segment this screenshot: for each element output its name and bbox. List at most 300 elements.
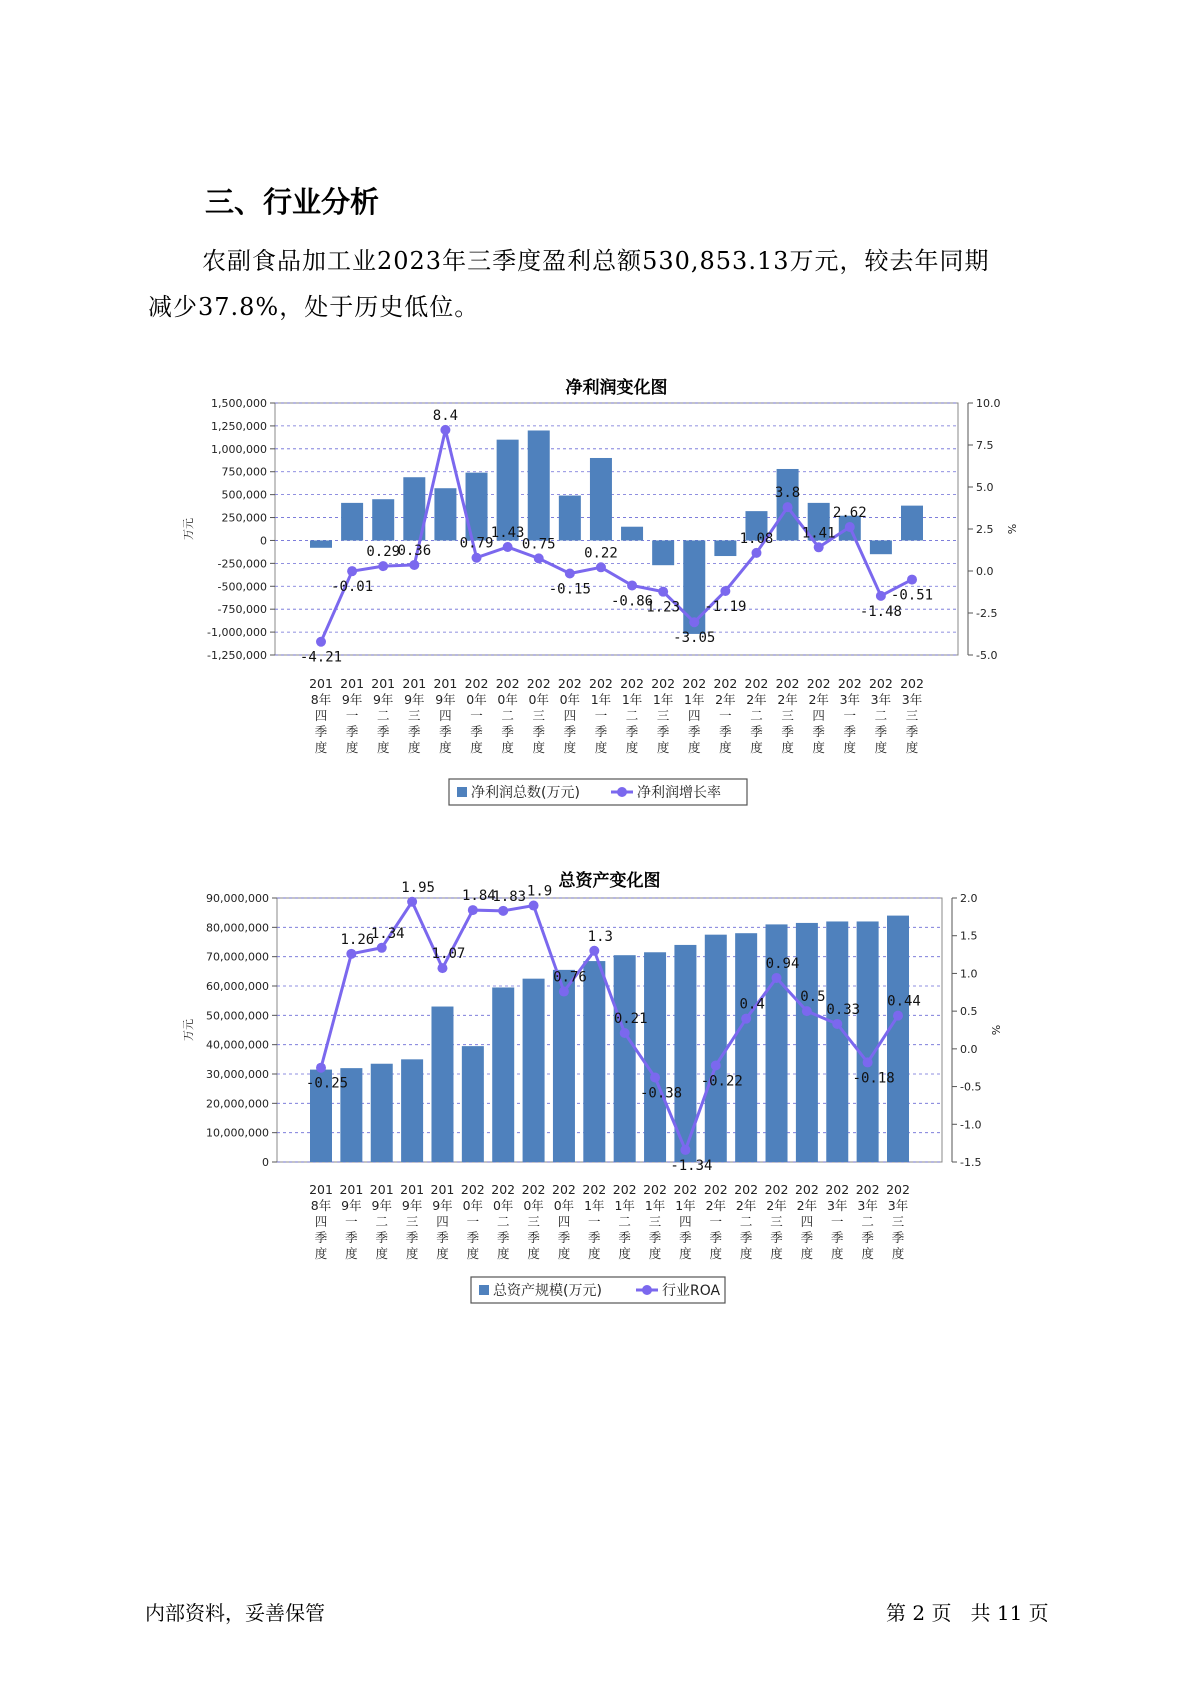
x-tick-label: 二 [861, 1214, 874, 1229]
x-tick-label: 202 [806, 676, 831, 691]
bar [431, 1007, 453, 1162]
x-tick-label: 2年 [705, 1198, 727, 1213]
x-tick-label: 1年 [590, 692, 612, 707]
bar [528, 430, 550, 540]
y-tick-label-left: 90,000,000 [206, 892, 269, 905]
x-tick-label: 202 [734, 1182, 759, 1197]
line-point [893, 1011, 903, 1021]
x-tick-label: 度 [648, 1246, 662, 1261]
x-tick-label: 二 [376, 708, 390, 723]
line-point [440, 425, 450, 435]
line-point [529, 901, 539, 911]
x-tick-label: 季 [376, 724, 390, 739]
x-tick-label: 0年 [497, 692, 518, 707]
x-tick-label: 二 [625, 708, 639, 723]
bar [372, 499, 394, 540]
bar [857, 921, 879, 1162]
line-point [498, 906, 508, 916]
x-tick-label: 202 [868, 676, 893, 691]
x-tick-label: 202 [703, 1182, 728, 1197]
chart-title: 净利润变化图 [565, 378, 668, 398]
line-point [907, 575, 917, 585]
x-tick-label: 9年 [371, 1198, 392, 1213]
x-tick-label: 202 [744, 676, 769, 691]
x-tick-label: 季 [688, 724, 701, 739]
x-tick-label: 202 [775, 676, 800, 691]
x-tick-label: 季 [314, 724, 328, 739]
x-tick-label: 一 [466, 1214, 480, 1229]
x-tick-label: 度 [891, 1246, 905, 1261]
bar [614, 955, 636, 1162]
data-label: 1.3 [587, 928, 613, 945]
y-tick-label-left: -500,000 [217, 580, 267, 594]
x-tick-label: 三 [891, 1214, 905, 1229]
legend-label-bar: 净利润总数(万元) [471, 785, 580, 801]
line-point [863, 1057, 873, 1067]
x-tick-label: 度 [812, 740, 825, 755]
x-tick-label: 度 [532, 740, 545, 755]
bar [590, 458, 612, 540]
x-tick-label: 0年 [528, 692, 549, 707]
x-tick-label: 202 [557, 676, 582, 691]
data-label: 1.95 [401, 879, 435, 896]
bar [401, 1059, 423, 1162]
x-tick-label: 3年 [857, 1198, 878, 1213]
x-tick-label: 季 [800, 1230, 814, 1245]
x-tick-label: 202 [495, 676, 520, 691]
bar [714, 540, 736, 556]
y-tick-label-right: 2.5 [976, 523, 994, 536]
line-point [845, 522, 855, 532]
x-tick-label: 201 [339, 1182, 364, 1197]
x-tick-label: 201 [371, 676, 396, 691]
bar [887, 916, 909, 1162]
data-label: 1.43 [490, 524, 525, 541]
x-tick-label: 8年 [310, 1198, 332, 1213]
y-tick-label-right: 7.5 [976, 439, 994, 452]
x-tick-label: 202 [837, 676, 862, 691]
x-tick-label: 1年 [584, 1198, 605, 1213]
data-label: 1.9 [526, 883, 553, 900]
x-tick-label: 季 [874, 724, 888, 739]
bar [644, 952, 666, 1162]
data-label: 1.26 [340, 931, 375, 948]
data-label: -1.48 [859, 603, 902, 620]
x-tick-label: 四 [439, 708, 452, 723]
bar [559, 496, 581, 541]
legend-line-marker [642, 1285, 652, 1295]
x-tick-label: 度 [496, 1246, 510, 1261]
x-tick-label: 9年 [432, 1198, 453, 1213]
x-tick-label: 季 [405, 1230, 419, 1245]
data-label: 2.62 [832, 504, 867, 521]
data-label: 0.29 [366, 544, 401, 561]
line-point [627, 580, 637, 590]
y-tick-label-right: 5.0 [976, 481, 994, 494]
bar [371, 1064, 393, 1162]
x-tick-label: 202 [900, 676, 924, 691]
footer-page-number: 第 2 页 共 11 页 [886, 1601, 1049, 1625]
data-label: -0.38 [639, 1085, 683, 1102]
line-point [720, 586, 730, 596]
x-tick-label: 度 [375, 1246, 388, 1261]
x-tick-label: 201 [402, 676, 427, 691]
data-label: -3.05 [673, 630, 716, 647]
line-point [589, 946, 599, 956]
x-tick-label: 3年 [901, 692, 923, 707]
data-label: 1.41 [801, 525, 836, 542]
x-tick-label: 度 [800, 1246, 814, 1261]
x-tick-label: 度 [376, 740, 390, 755]
x-tick-label: 度 [656, 740, 670, 755]
x-tick-label: 度 [314, 1246, 328, 1261]
x-tick-label: 202 [673, 1182, 698, 1197]
bar [621, 527, 643, 541]
x-tick-label: 度 [501, 740, 514, 755]
x-tick-label: 季 [557, 1230, 571, 1245]
x-tick-label: 度 [345, 740, 359, 755]
line-point [741, 1014, 751, 1024]
x-tick-label: 201 [433, 676, 458, 691]
x-tick-label: 202 [713, 676, 738, 691]
x-tick-label: 度 [843, 740, 857, 755]
line-point [711, 1060, 721, 1070]
x-tick-label: 季 [905, 724, 919, 739]
y-tick-label-right: 1.5 [960, 929, 978, 943]
x-tick-label: 度 [563, 740, 577, 755]
y-tick-label-left: -750,000 [217, 603, 267, 617]
y-tick-label-left: 20,000,000 [206, 1097, 269, 1111]
x-tick-label: 季 [439, 724, 452, 739]
line-point [316, 637, 326, 647]
line-point [559, 987, 569, 997]
x-tick-label: 季 [625, 724, 639, 739]
x-tick-label: 度 [861, 1246, 874, 1261]
x-tick-label: 季 [739, 1230, 753, 1245]
x-tick-label: 二 [618, 1214, 631, 1229]
y-tick-label-right: -2.5 [976, 607, 998, 620]
x-tick-label: 季 [812, 724, 825, 739]
y-tick-label-right: -5.0 [976, 649, 998, 662]
x-tick-label: 202 [582, 1182, 607, 1197]
x-tick-label: 9年 [404, 692, 425, 707]
y-tick-label-left: 40,000,000 [206, 1038, 269, 1052]
x-tick-label: 202 [620, 676, 644, 691]
line-point [876, 591, 886, 601]
x-tick-label: 度 [527, 1246, 540, 1261]
line-point [378, 561, 388, 571]
x-tick-label: 0年 [559, 692, 581, 707]
x-tick-label: 三 [405, 1214, 419, 1229]
x-tick-label: 度 [314, 740, 328, 755]
x-tick-label: 202 [682, 676, 707, 691]
data-label: -1.19 [704, 598, 747, 615]
x-tick-label: 季 [618, 1230, 631, 1245]
bar [341, 503, 363, 541]
x-tick-label: 0年 [466, 692, 487, 707]
line-point [437, 963, 447, 973]
x-tick-label: 度 [625, 740, 639, 755]
y-tick-label-right: 0.0 [976, 565, 994, 578]
data-label: 0.75 [521, 536, 556, 553]
bar [310, 540, 332, 547]
x-tick-label: 9年 [372, 692, 394, 707]
line-point [802, 1006, 812, 1016]
x-tick-label: 三 [648, 1214, 662, 1229]
data-label: -0.01 [331, 579, 374, 596]
line-point [503, 542, 513, 552]
y-tick-label-right: 1.0 [960, 967, 978, 981]
x-tick-label: 一 [588, 1214, 601, 1229]
y-axis-label-left: 万元 [182, 1019, 195, 1041]
line-point [658, 587, 668, 597]
x-tick-label: 季 [345, 724, 359, 739]
data-label: 1.84 [461, 888, 496, 905]
x-tick-label: 201 [400, 1182, 425, 1197]
line-point [347, 566, 357, 576]
x-tick-label: 2年 [766, 1198, 787, 1213]
y-axis-label-left: 万元 [182, 518, 195, 540]
bar [735, 933, 757, 1162]
x-tick-label: 四 [314, 1214, 328, 1229]
bar [652, 540, 674, 565]
x-tick-label: 度 [408, 740, 421, 755]
legend-label-line: 行业ROA [662, 1283, 721, 1299]
x-tick-label: 2年 [796, 1198, 818, 1213]
data-label: 1.34 [370, 925, 405, 942]
x-tick-label: 季 [781, 724, 794, 739]
line-point [814, 542, 824, 552]
x-tick-label: 三 [905, 708, 919, 723]
x-tick-label: 2年 [808, 692, 829, 707]
x-tick-label: 季 [719, 724, 732, 739]
y-tick-label-left: -1,000,000 [207, 626, 267, 640]
x-tick-label: 度 [594, 740, 608, 755]
x-tick-label: 0年 [492, 1198, 514, 1213]
line-point [472, 553, 482, 563]
data-label: -0.86 [610, 593, 654, 610]
data-label: -0.22 [700, 1073, 743, 1090]
x-tick-label: 度 [618, 1246, 631, 1261]
y-tick-label-left: 80,000,000 [206, 921, 269, 935]
y-tick-label-left: 1,500,000 [211, 397, 267, 410]
x-tick-label: 三 [770, 1214, 783, 1229]
line-point [680, 1145, 690, 1155]
x-tick-label: 8年 [310, 692, 332, 707]
x-tick-label: 季 [345, 1230, 358, 1245]
x-tick-label: 202 [764, 1182, 789, 1197]
y-tick-label-left: 250,000 [221, 511, 267, 525]
line-point [772, 973, 782, 983]
bar [434, 488, 456, 540]
x-tick-label: 四 [679, 1214, 692, 1229]
x-tick-label: 四 [812, 708, 825, 723]
x-tick-label: 201 [309, 676, 333, 691]
data-label: 1.83 [492, 888, 527, 905]
bar [901, 506, 923, 541]
x-tick-label: 度 [557, 1246, 571, 1261]
x-tick-label: 0年 [523, 1198, 544, 1213]
x-tick-label: 季 [648, 1230, 662, 1245]
x-tick-label: 度 [874, 740, 888, 755]
data-label: -0.15 [548, 581, 591, 598]
x-tick-label: 度 [709, 1246, 723, 1261]
x-tick-label: 1年 [614, 1198, 635, 1213]
x-tick-label: 二 [501, 708, 514, 723]
bar [462, 1046, 484, 1162]
legend-bar-swatch [479, 1285, 489, 1295]
x-tick-label: 202 [589, 676, 613, 691]
x-tick-label: 季 [314, 1230, 328, 1245]
y-tick-label-right: 10.0 [976, 397, 1001, 410]
x-tick-label: 1年 [644, 1198, 666, 1213]
x-tick-label: 202 [886, 1182, 910, 1197]
x-tick-label: 1年 [684, 692, 705, 707]
line-point [689, 617, 699, 627]
x-tick-label: 一 [470, 708, 483, 723]
line-point [596, 562, 606, 572]
y-tick-label-left: 750,000 [221, 465, 267, 479]
x-tick-label: 三 [532, 708, 545, 723]
line-point [409, 560, 419, 570]
x-tick-label: 1年 [675, 1198, 696, 1213]
x-tick-label: 三 [527, 1214, 540, 1229]
x-tick-label: 二 [496, 1214, 510, 1229]
x-tick-label: 9年 [341, 1198, 362, 1213]
x-tick-label: 202 [643, 1182, 667, 1197]
x-tick-label: 四 [563, 708, 577, 723]
y-tick-label-left: 50,000,000 [206, 1009, 269, 1023]
x-tick-label: 一 [843, 708, 857, 723]
line-point [407, 897, 417, 907]
x-tick-label: 202 [464, 676, 489, 691]
x-tick-label: 三 [781, 708, 794, 723]
y-tick-label-right: -0.5 [960, 1080, 982, 1094]
x-tick-label: 202 [612, 1182, 637, 1197]
x-tick-label: 季 [501, 724, 514, 739]
x-tick-label: 1年 [621, 692, 643, 707]
x-tick-label: 202 [521, 1182, 546, 1197]
x-tick-label: 季 [843, 724, 857, 739]
x-tick-label: 一 [709, 1214, 723, 1229]
bar [705, 935, 727, 1162]
legend-line-marker [617, 787, 627, 797]
x-tick-label: 202 [651, 676, 676, 691]
line-point [620, 1028, 630, 1038]
data-label: 0.94 [765, 955, 800, 972]
y-tick-label-left: 500,000 [221, 488, 267, 502]
x-tick-label: 一 [345, 1214, 358, 1229]
x-tick-label: 度 [436, 1246, 449, 1261]
y-tick-label-right: 0.5 [960, 1005, 978, 1019]
data-label: 3.8 [774, 485, 801, 502]
data-label: 0.4 [739, 996, 765, 1013]
x-tick-label: 季 [588, 1230, 601, 1245]
x-tick-label: 季 [375, 1230, 388, 1245]
x-tick-label: 度 [750, 740, 763, 755]
x-tick-label: 四 [436, 1214, 449, 1229]
x-tick-label: 季 [831, 1230, 844, 1245]
legend-label-bar: 总资产规模(万元) [493, 1283, 602, 1299]
x-tick-label: 度 [405, 1246, 419, 1261]
y-tick-label-left: 60,000,000 [206, 980, 269, 993]
x-tick-label: 四 [800, 1214, 814, 1229]
data-label: 1.08 [739, 530, 774, 547]
line-point [650, 1073, 660, 1083]
x-tick-label: 一 [594, 708, 608, 723]
x-tick-label: 度 [470, 740, 483, 755]
x-tick-label: 四 [557, 1214, 571, 1229]
y-tick-label-left: 0 [262, 1156, 269, 1169]
x-tick-label: 202 [526, 676, 551, 691]
x-tick-label: 度 [466, 1246, 480, 1261]
chart-title: 总资产变化图 [558, 871, 661, 891]
line-point [377, 943, 387, 953]
data-label: 0.33 [826, 1001, 861, 1018]
x-tick-label: 一 [831, 1214, 844, 1229]
y-tick-label-left: 1,250,000 [211, 419, 267, 433]
x-tick-label: 季 [436, 1230, 449, 1245]
y-tick-label-left: -1,250,000 [207, 649, 267, 662]
data-label: 0.76 [553, 969, 587, 986]
y-tick-label-left: 30,000,000 [206, 1068, 269, 1081]
x-tick-label: 季 [750, 724, 763, 739]
y-tick-label-left: 0 [260, 534, 267, 548]
x-tick-label: 度 [781, 740, 794, 755]
x-tick-label: 9年 [435, 692, 456, 707]
analysis-paragraph [148, 238, 1048, 330]
line-point [534, 553, 544, 563]
x-tick-label: 9年 [341, 692, 363, 707]
x-tick-label: 季 [470, 724, 483, 739]
data-label: 1.07 [431, 946, 466, 963]
x-tick-label: 季 [709, 1230, 723, 1245]
x-tick-label: 季 [861, 1230, 874, 1245]
bar [583, 961, 605, 1162]
data-label: -0.25 [305, 1075, 349, 1092]
x-tick-label: 度 [905, 740, 919, 755]
data-label: 8.4 [432, 407, 459, 424]
x-tick-label: 3年 [887, 1198, 909, 1213]
y-tick-label-right: 0.0 [960, 1042, 978, 1056]
y-tick-label-left: -250,000 [217, 557, 267, 571]
x-tick-label: 202 [552, 1182, 576, 1197]
x-tick-label: 201 [340, 676, 365, 691]
x-tick-label: 2年 [735, 1198, 757, 1213]
x-tick-label: 度 [588, 1246, 601, 1261]
net-profit-chart [0, 355, 1191, 815]
x-tick-label: 季 [770, 1230, 783, 1245]
x-tick-label: 季 [656, 724, 670, 739]
bar [870, 540, 892, 554]
x-tick-label: 201 [430, 1182, 455, 1197]
data-label: -1.34 [670, 1157, 713, 1174]
x-tick-label: 季 [527, 1230, 540, 1245]
bar [523, 979, 545, 1162]
x-tick-label: 度 [770, 1246, 783, 1261]
line-point [468, 905, 478, 915]
x-tick-label: 一 [719, 708, 732, 723]
x-tick-label: 季 [408, 724, 421, 739]
x-tick-label: 度 [831, 1246, 844, 1261]
x-tick-label: 度 [345, 1246, 358, 1261]
x-tick-label: 度 [719, 740, 732, 755]
paragraph-line-1: 农副食品加工业2023年三季度盈利总额530,853.13万元，较去年同期 [202, 247, 990, 275]
x-tick-label: 一 [345, 708, 359, 723]
x-tick-label: 0年 [553, 1198, 575, 1213]
x-tick-label: 季 [679, 1230, 692, 1245]
data-label: -0.51 [890, 587, 934, 604]
